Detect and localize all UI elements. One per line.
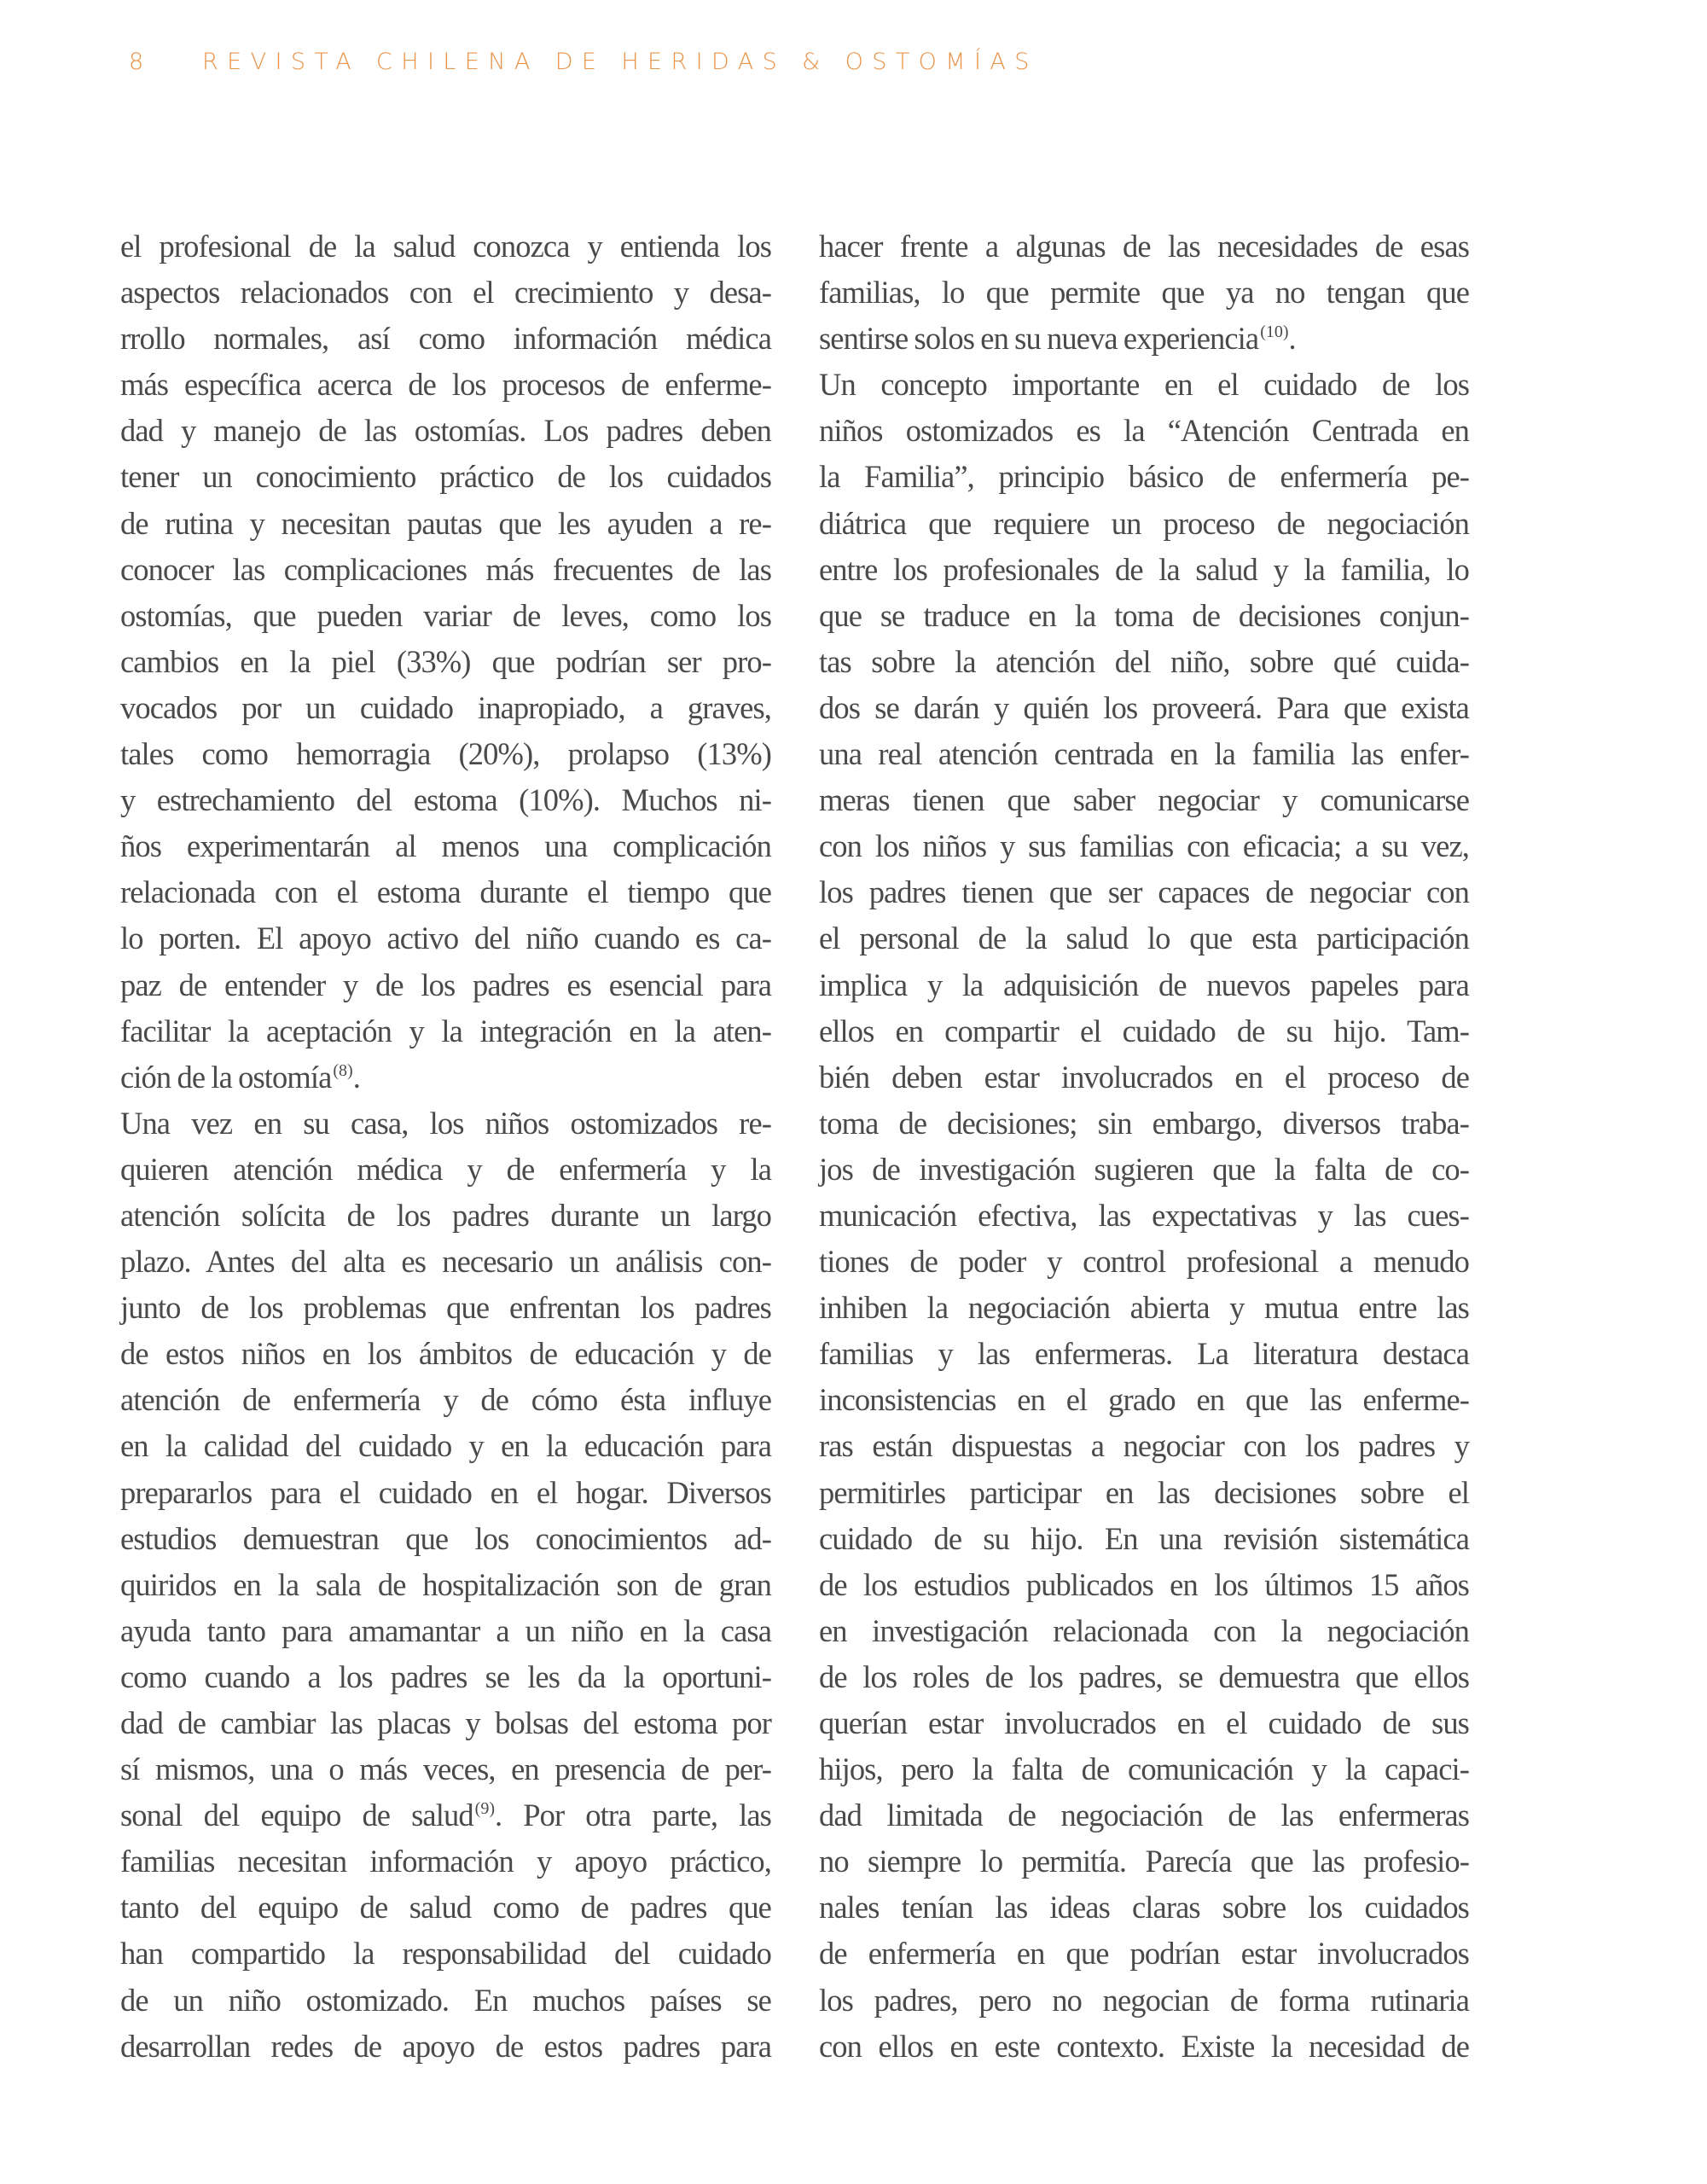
text-line [120,639,771,685]
line-text: una real atención centrada en la familia las enfer- [819,736,1469,772]
line-text: hijos, pero la falta de comunicación y la capaci- [819,1751,1469,1787]
text-line [120,1054,771,1101]
line-text: tanto del equipo de salud como de padres que [120,1890,771,1926]
line-text: meras tienen que saber negociar y comunicarse [819,782,1469,818]
line-text: de rutina y necesitan pautas que les ayuden a re- [120,505,771,541]
line-text: dad de cambiar las placas y bolsas del estoma por [120,1705,771,1740]
text-line [819,869,1469,915]
text-line [120,1931,771,1977]
citation-reference: (10) [1260,322,1289,342]
line-text: familias necesitan información y apoyo práctico, [120,1844,771,1879]
text-line [120,1608,771,1654]
text-line [120,270,771,316]
line-text: rrollo normales, así como información médica [120,321,771,357]
text-line [819,501,1469,547]
text-line [120,1285,771,1331]
text-line [819,547,1469,593]
line-text: ños experimentarán al menos una complicación [120,828,771,864]
line-text: los padres tienen que ser capaces de negociar con [819,874,1469,910]
text-line [819,1792,1469,1838]
line-text: plazo. Antes del alta es necesario un análisis con- [120,1244,771,1280]
line-text: sonal del equipo de salud [120,1798,473,1833]
text-line [819,316,1469,362]
text-line [120,1423,771,1469]
text-line [819,1885,1469,1931]
line-text: con ellos en este contexto. Existe la necesidad de [819,2028,1469,2064]
line-text: querían estar involucrados en el cuidado de sus [819,1705,1469,1740]
text-line [819,1008,1469,1054]
line-text-after-ref: . Por otra parte, las [495,1798,771,1833]
line-text: prepararlos para el cuidado en el hogar. Diversos [120,1474,771,1510]
line-text: Un concepto importante en el cuidado de los [819,367,1469,403]
text-line [819,915,1469,961]
text-line [120,408,771,454]
line-text: ostomías, que pueden variar de leves, como los [120,597,771,633]
text-line [819,685,1469,731]
journal-title: REVISTA CHILENA DE HERIDAS & OSTOMÍAS [202,49,1038,75]
text-line [120,1562,771,1608]
citation-reference: (8) [333,1060,353,1080]
line-text: nales tenían las ideas claras sobre los cuidados [819,1890,1469,1926]
text-line [120,731,771,777]
text-line [819,270,1469,316]
text-line [120,1792,771,1838]
text-line [120,593,771,639]
line-text: ellos en compartir el cuidado de su hijo. Tam- [819,1013,1469,1048]
left-column [120,224,771,2070]
text-line [819,1516,1469,1562]
line-text: conocer las complicaciones más frecuentes de las [120,551,771,587]
text-line [819,1608,1469,1654]
line-text: los padres, pero no negocian de forma rutinaria [819,1982,1469,2018]
line-text: hacer frente a algunas de las necesidades de esas [819,229,1469,264]
line-text: municación efectiva, las expectativas y las cues- [819,1197,1469,1233]
line-text: dos se darán y quién los proveerá. Para que exista [819,689,1469,725]
line-text: de enfermería en que podrían estar involucrados [819,1936,1469,1972]
line-text: atención de enfermería y de cómo ésta influye [120,1382,771,1418]
text-line [819,1193,1469,1239]
text-line [819,639,1469,685]
text-line [819,962,1469,1008]
line-text: atención solícita de los padres durante un largo [120,1197,771,1233]
text-line [120,1654,771,1700]
text-line [120,1516,771,1562]
text-line [120,1008,771,1054]
text-line [120,1746,771,1792]
text-line [819,731,1469,777]
line-text: el personal de la salud lo que esta participación [819,921,1469,956]
text-line [120,777,771,823]
line-text: aspectos relacionados con el crecimiento y desa- [120,275,771,311]
text-line [819,1285,1469,1331]
text-line [819,1054,1469,1101]
line-text: la Familia”, principio básico de enfermería pe- [819,459,1469,495]
text-line [819,1654,1469,1700]
line-text: niños ostomizados es la “Atención Centrada en [819,413,1469,449]
line-text-after-ref: . [1288,321,1296,357]
line-text: bién deben estar involucrados en el proceso de [819,1059,1469,1095]
text-line [120,1885,771,1931]
line-text: cuidado de su hijo. En una revisión sistemática [819,1520,1469,1556]
line-text: relacionada con el estoma durante el tiempo que [120,874,771,910]
text-line [120,1700,771,1746]
line-text: cambios en la piel (33%) que podrían ser pro- [120,643,771,679]
text-line [819,224,1469,270]
line-text: de los roles de los padres, se demuestra que ellos [819,1658,1469,1694]
line-text: ras están dispuestas a negociar con los padres y [819,1428,1469,1464]
text-line [819,1470,1469,1516]
text-line [120,1331,771,1377]
line-text: junto de los problemas que enfrentan los padres [120,1290,771,1326]
line-text: como cuando a los padres se les da la oportuni- [120,1658,771,1694]
line-text: diátrica que requiere un proceso de negociación [819,505,1469,541]
line-text: el profesional de la salud conozca y entienda los [120,229,771,264]
line-text: con los niños y sus familias con eficacia; a su vez, [819,828,1469,864]
text-line [819,1147,1469,1193]
text-line [120,823,771,869]
text-line [120,1470,771,1516]
line-text: desarrollan redes de apoyo de estos padres para [120,2028,771,2064]
line-text: de los estudios publicados en los últimos 15 años [819,1566,1469,1602]
page-number: 8 [129,49,144,75]
text-line [819,1239,1469,1285]
line-text: que se traduce en la toma de decisiones conjun- [819,597,1469,633]
text-line [819,1931,1469,1977]
line-text: inhiben la negociación abierta y mutua entre las [819,1290,1469,1326]
line-text: permitirles participar en las decisiones sobre el [819,1474,1469,1510]
line-text: en investigación relacionada con la negociación [819,1612,1469,1648]
line-text: familias y las enfermeras. La literatura destaca [819,1336,1469,1372]
line-text: lo porten. El apoyo activo del niño cuando es ca- [120,921,771,956]
text-line [120,454,771,500]
text-line [819,408,1469,454]
text-line [819,1331,1469,1377]
line-text: sentirse solos en su nueva experiencia [819,321,1259,357]
text-line [120,869,771,915]
line-text: dad y manejo de las ostomías. Los padres deben [120,413,771,449]
text-line [819,1423,1469,1469]
line-text: paz de entender y de los padres es esencial para [120,967,771,1002]
line-text: han compartido la responsabilidad del cuidado [120,1936,771,1972]
text-line [120,962,771,1008]
line-text: ayuda tanto para amamantar a un niño en la casa [120,1612,771,1648]
text-line [819,1101,1469,1147]
text-line [120,547,771,593]
line-text: dad limitada de negociación de las enfermeras [819,1798,1469,1833]
text-line [819,1377,1469,1423]
line-text: ción de la ostomía [120,1059,332,1095]
text-line [120,1978,771,2024]
text-line [819,1700,1469,1746]
line-text: no siempre lo permitía. Parecía que las profesio- [819,1844,1469,1879]
text-line [819,777,1469,823]
line-text-after-ref: . [352,1059,360,1095]
line-text: de un niño ostomizado. En muchos países se [120,1982,771,2018]
text-line [120,362,771,408]
line-text: tener un conocimiento práctico de los cuidados [120,459,771,495]
line-text: implica y la adquisición de nuevos papeles para [819,967,1469,1002]
line-text: y estrechamiento del estoma (10%). Muchos ni- [120,782,771,818]
line-text: de estos niños en los ámbitos de educación y de [120,1336,771,1372]
line-text: vocados por un cuidado inapropiado, a graves, [120,689,771,725]
line-text: estudios demuestran que los conocimientos ad- [120,1520,771,1556]
text-line [120,1838,771,1885]
line-text: Una vez en su casa, los niños ostomizados re- [120,1105,771,1141]
text-line [120,224,771,270]
line-text: entre los profesionales de la salud y la familia, lo [819,551,1469,587]
line-text: más específica acerca de los procesos de enferme- [120,367,771,403]
text-line [819,1838,1469,1885]
line-text: tas sobre la atención del niño, sobre qué cuida- [819,643,1469,679]
text-line [120,1377,771,1423]
text-line [120,1101,771,1147]
line-text: facilitar la aceptación y la integración en la aten- [120,1013,771,1048]
line-text: en la calidad del cuidado y en la educación para [120,1428,771,1464]
text-line [819,593,1469,639]
line-text: familias, lo que permite que ya no tengan que [819,275,1469,311]
text-line [120,1193,771,1239]
line-text: inconsistencias en el grado en que las enferme- [819,1382,1469,1418]
text-line [120,685,771,731]
line-text: jos de investigación sugieren que la falta de co- [819,1151,1469,1187]
text-line [819,823,1469,869]
text-line [819,1562,1469,1608]
running-head [129,48,1038,77]
text-line [819,1978,1469,2024]
text-line [819,362,1469,408]
text-line [120,1147,771,1193]
text-line [120,915,771,961]
line-text: tiones de poder y control profesional a menudo [819,1244,1469,1280]
line-text: toma de decisiones; sin embargo, diversos traba- [819,1105,1469,1141]
text-line [120,316,771,362]
line-text: tales como hemorragia (20%), prolapso (13%) [120,736,771,772]
line-text: sí mismos, una o más veces, en presencia de per- [120,1751,771,1787]
right-column [819,224,1469,2070]
text-line [819,454,1469,500]
text-line [120,1239,771,1285]
citation-reference: (9) [474,1799,495,1819]
text-line [120,501,771,547]
line-text: quiridos en la sala de hospitalización son de gran [120,1566,771,1602]
text-line [120,2024,771,2070]
text-line [819,2024,1469,2070]
line-text: quieren atención médica y de enfermería y la [120,1151,771,1187]
text-line [819,1746,1469,1792]
